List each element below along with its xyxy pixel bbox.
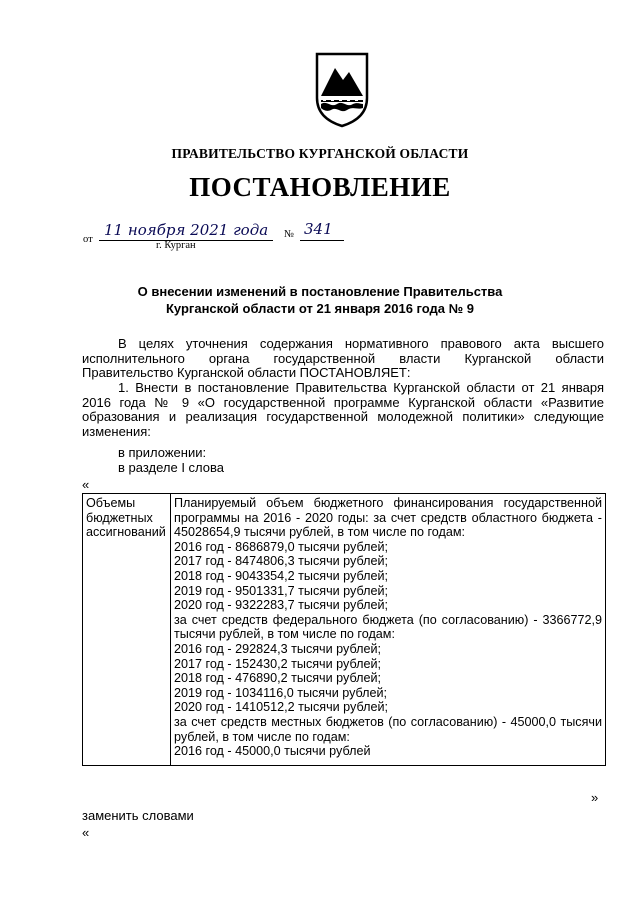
handwritten-number: 341 [304,220,333,238]
table-text-line: 2016 год - 45000,0 тысячи рублей [174,744,371,759]
table-text-line: за счет средств федерального бюджета (по согласованию) - 3366772,9 [174,612,602,627]
document-title: ПОСТАНОВЛЕНИЕ [189,172,451,202]
table-text-line: за счет средств местных бюджетов (по согласованию) - 45000,0 тысячи [174,714,602,729]
open-quote-2: « [82,825,90,840]
clause-1-paragraph [82,381,604,439]
table-text-line: 2018 год - 476890,2 тысячи рублей; [174,671,381,686]
table-text-line: 2017 год - 152430,2 тысячи рублей; [174,656,381,671]
clause-line-1: 1. Внести в постановление Правительства Курганской области от 21 января [118,380,604,395]
number-prefix: № [284,229,295,240]
clause-line-3: образования и реализация государственной молодежной политики» следующие [82,409,604,425]
government-name: ПРАВИТЕЛЬСТВО КУРГАНСКОЙ ОБЛАСТИ [171,146,469,161]
table-text-line: 2020 год - 9322283,7 тысячи рублей; [174,598,388,613]
preamble-line-3: Правительство Курганской области ПОСТАНОВЛЯЕТ: [82,365,411,381]
handwritten-date: 11 ноября 2021 года [104,221,269,239]
left-label-line: ассигнований [86,525,166,540]
table-text-line: 2020 год - 1410512,2 тысячи рублей; [174,700,388,715]
table-row [83,494,606,766]
preamble-paragraph [82,337,604,381]
clause-line-4: изменения: [82,423,151,439]
preamble-line-1: В целях уточнения содержания нормативного правового акта высшего [118,336,604,351]
table-text-line: 2017 год - 8474806,3 тысячи рублей; [174,554,388,569]
table-right-cell [171,494,606,766]
open-quote: « [82,477,90,492]
number-underline [300,240,344,241]
replace-with-line: заменить словами [82,808,194,823]
city-label: г. Курган [156,240,196,251]
table-text-line: тысячи рублей, в том числе по годам: [174,627,395,642]
left-label-line: бюджетных [86,510,153,525]
table-text-line: 2019 год - 1034116,0 тысячи рублей; [174,685,388,700]
table-text-line: программы на 2016 - 2020 годы: за счет средств областного бюджета - [174,510,602,525]
table-text-line: 2016 год - 8686879,0 тысячи рублей; [174,539,388,554]
clause-line-2: 2016 года № 9 «О государственной программе Курганской области «Развитие [82,394,604,410]
table-text-line: 2016 год - 292824,3 тысячи рублей; [174,641,381,656]
close-quote: » [591,790,599,805]
document-subject [0,283,640,317]
coat-of-arms-icon [313,52,371,128]
annex-line: в приложении: [118,445,207,460]
table-text-line: 45028654,9 тысячи рублей, в том числе по годам: [174,525,465,540]
table-text-line: рублей, в том числе по годам: [174,729,350,744]
date-prefix: от [83,234,93,245]
section-line: в разделе I слова [118,460,224,475]
preamble-line-2: исполнительного органа государственной власти Курганской области [82,350,604,366]
subject-line-2: Курганской области от 21 января 2016 года № 9 [166,301,474,316]
table-text-line: 2019 год - 9501331,7 тысячи рублей; [174,583,388,598]
budget-allocations-table [82,493,606,766]
left-label-line: Объемы [86,496,136,510]
table-text-line: 2018 год - 9043354,2 тысячи рублей; [174,568,388,583]
table-text-line: Планируемый объем бюджетного финансирования государственной [174,496,602,510]
table-left-cell [83,494,171,766]
subject-line-1: О внесении изменений в постановление Правительства [137,284,503,299]
